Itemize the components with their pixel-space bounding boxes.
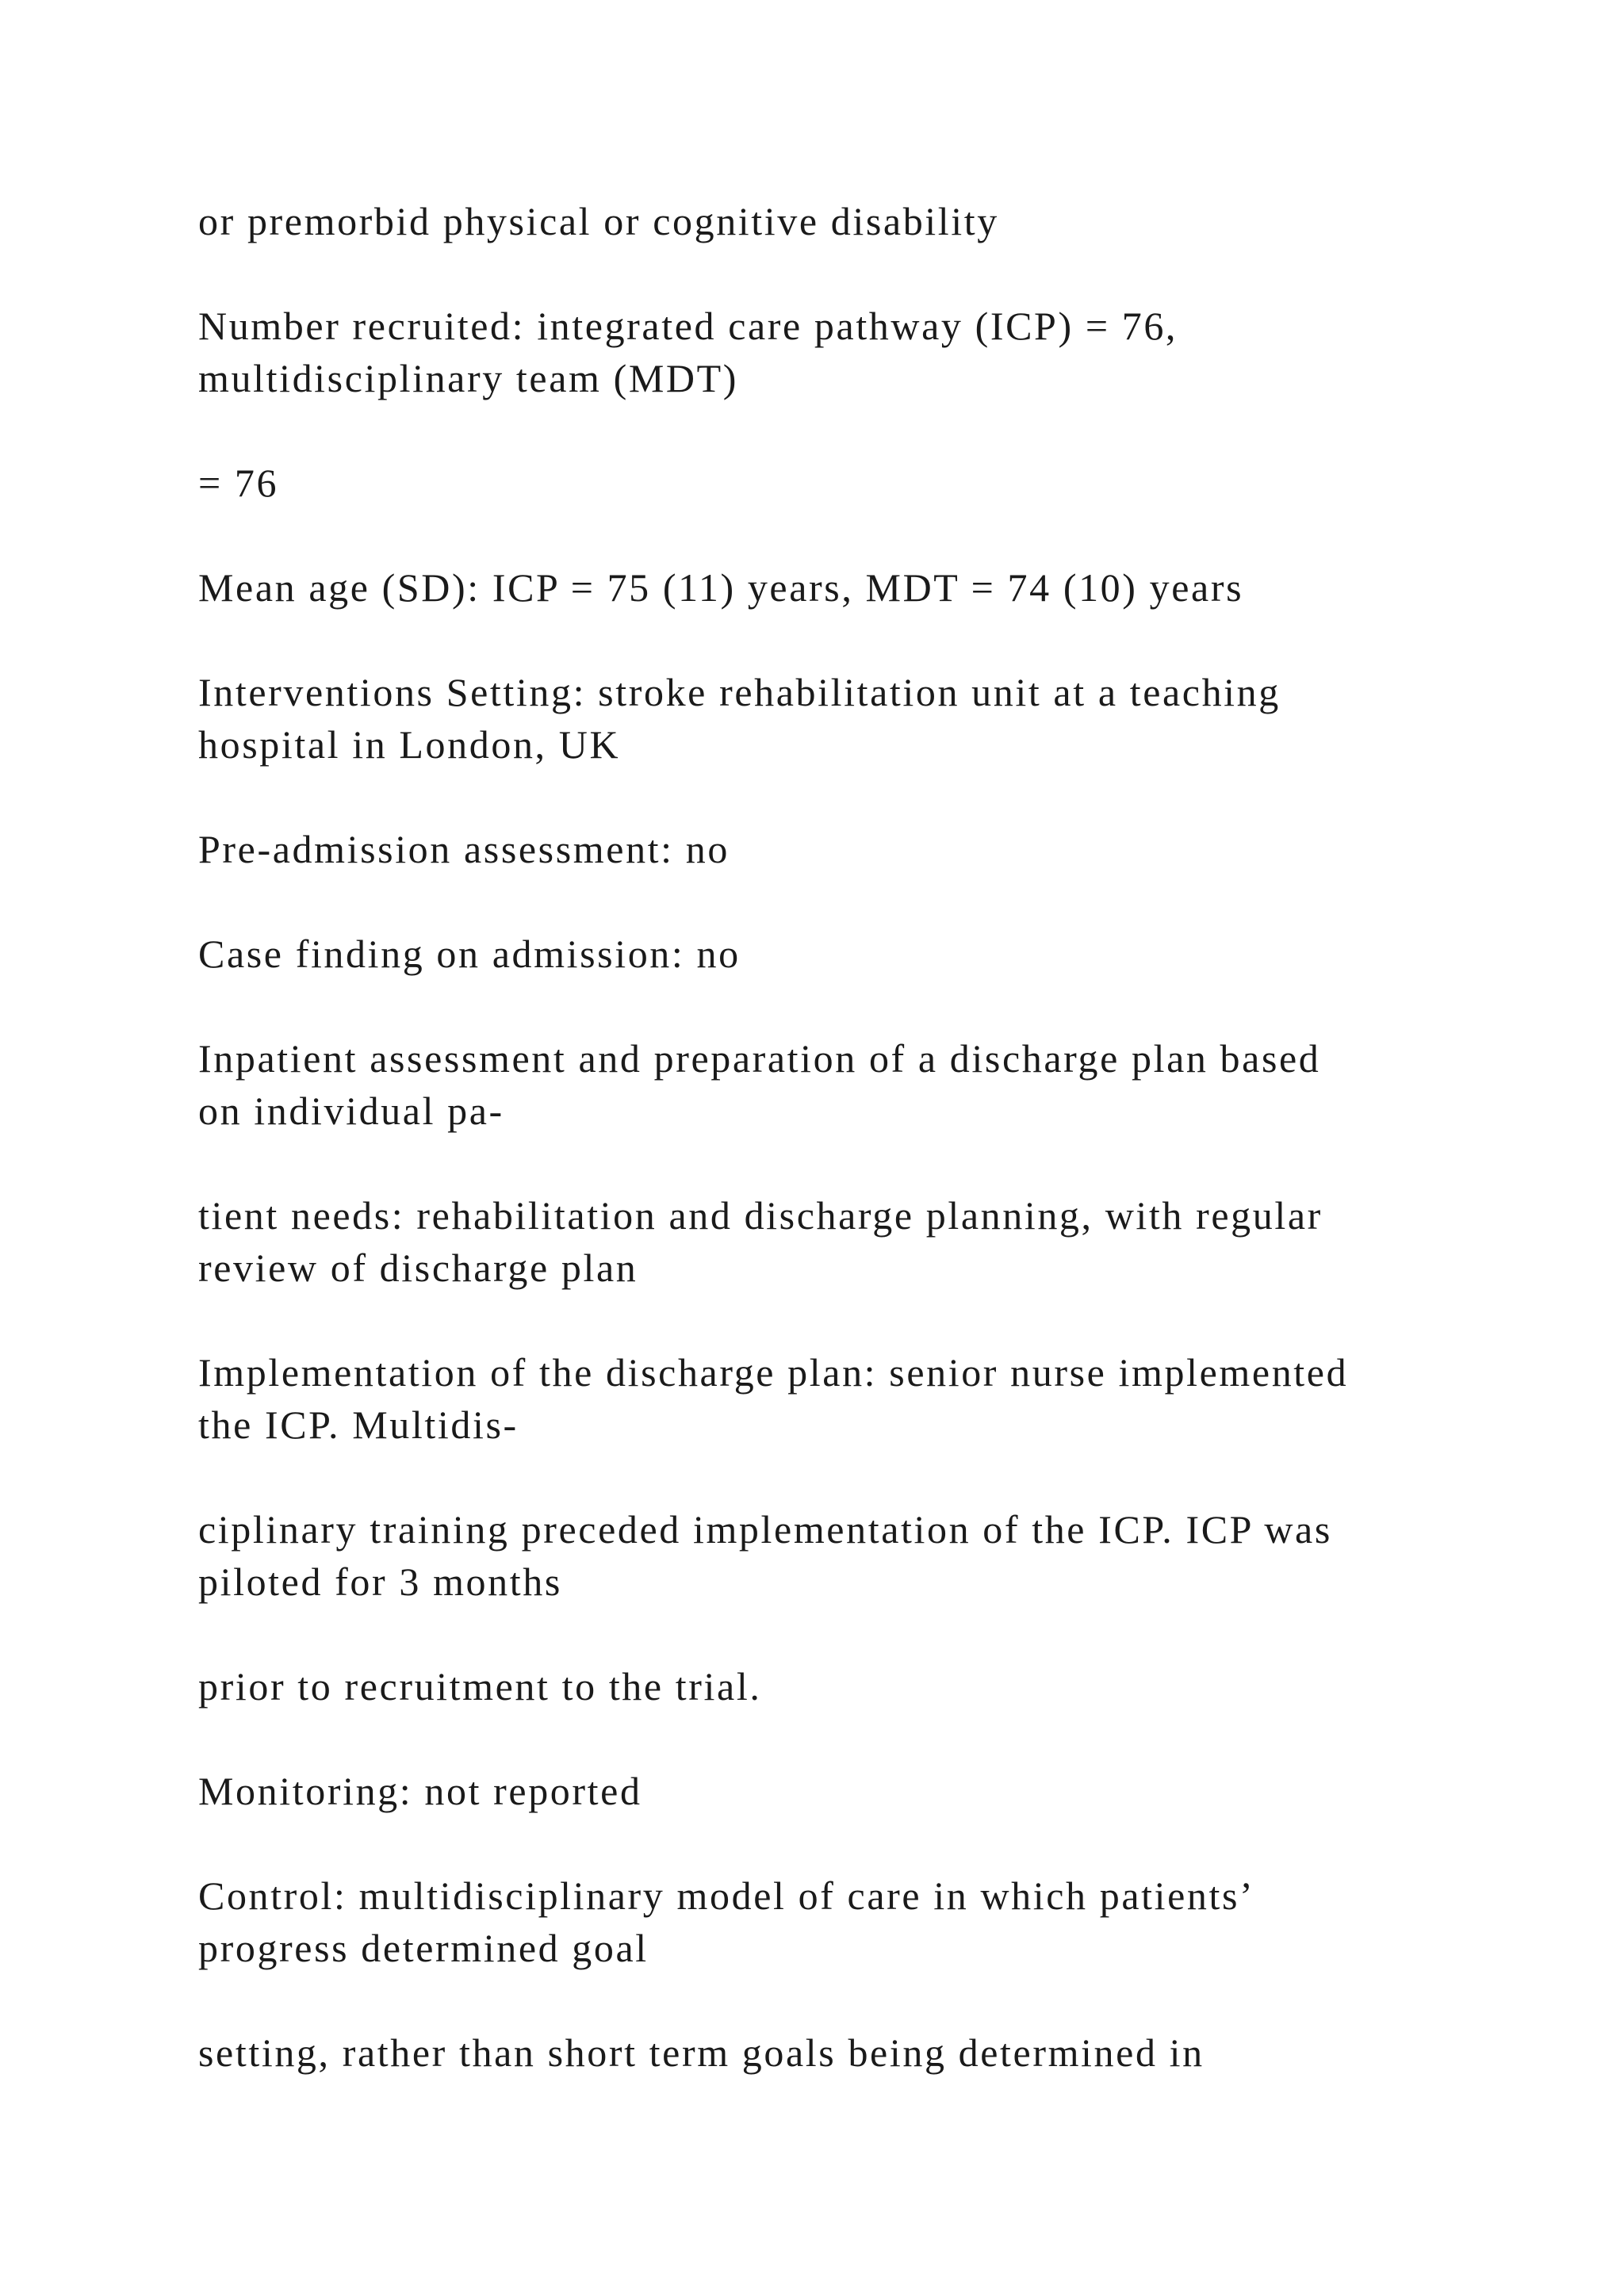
paragraph-goal-setting: [198, 2026, 1467, 2079]
paragraph-monitoring: [198, 1765, 1467, 1817]
paragraph-implementation: [198, 1346, 1467, 1451]
text-line: ciplinary training preceded implementation of the ICP. ICP was: [198, 1507, 1332, 1552]
text-line: the ICP. Multidis-: [198, 1402, 519, 1447]
text-line: Interventions Setting: stroke rehabilitation unit at a teaching: [198, 670, 1281, 714]
text-line: prior to recruitment to the trial.: [198, 1664, 762, 1709]
text-line: Number recruited: integrated care pathway (ICP) = 76,: [198, 304, 1178, 348]
text-line: on individual pa-: [198, 1089, 504, 1133]
paragraph-training: [198, 1503, 1467, 1608]
document-body: [198, 195, 1467, 2131]
text-line: Implementation of the discharge plan: senior nurse implemented: [198, 1350, 1349, 1395]
text-line: Pre-admission assessment: no: [198, 827, 730, 871]
text-line: review of discharge plan: [198, 1246, 638, 1290]
text-line: or premorbid physical or cognitive disability: [198, 199, 999, 243]
paragraph-mdt-count: [198, 457, 1467, 509]
paragraph-premorbid: [198, 195, 1467, 247]
text-line: Case finding on admission: no: [198, 932, 741, 976]
paragraph-interventions-setting: [198, 666, 1467, 771]
paragraph-inpatient-assessment: [198, 1032, 1467, 1137]
text-line: setting, rather than short term goals being determined in: [198, 2030, 1205, 2075]
text-line: Monitoring: not reported: [198, 1769, 642, 1813]
paragraph-patient-needs: [198, 1189, 1467, 1294]
paragraph-control: [198, 1869, 1467, 1974]
text-line: progress determined goal: [198, 1926, 649, 1970]
text-line: tient needs: rehabilitation and discharge planning, with regular: [198, 1193, 1323, 1238]
text-line: Inpatient assessment and preparation of a discharge plan based: [198, 1036, 1321, 1081]
paragraph-number-recruited: [198, 300, 1467, 404]
paragraph-pre-admission: [198, 823, 1467, 875]
text-line: Control: multidisciplinary model of care in which patients’: [198, 1873, 1255, 1918]
paragraph-mean-age: [198, 561, 1467, 614]
text-line: piloted for 3 months: [198, 1559, 562, 1604]
text-line: = 76: [198, 461, 279, 505]
text-line: multidisciplinary team (MDT): [198, 356, 739, 400]
paragraph-prior-recruitment: [198, 1660, 1467, 1712]
text-line: hospital in London, UK: [198, 722, 621, 767]
text-line: Mean age (SD): ICP = 75 (11) years, MDT = 74 (10) years: [198, 565, 1244, 610]
paragraph-case-finding: [198, 928, 1467, 980]
